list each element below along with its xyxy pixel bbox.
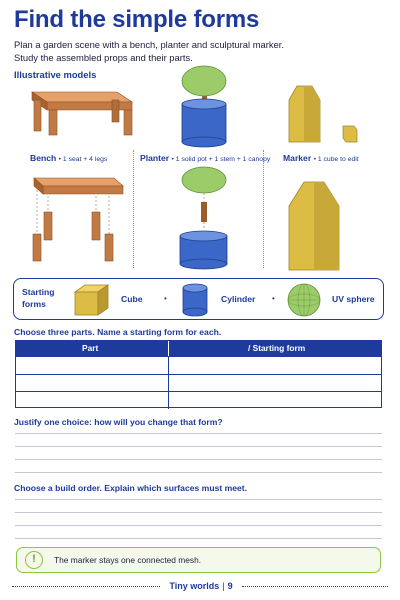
table-header [16,341,381,356]
form-cell-1[interactable] [169,357,381,374]
parts-table [15,340,382,408]
marker-label [283,153,359,163]
planter-assembled-illustration [175,64,235,148]
bench-exploded-illustration [26,176,126,266]
intro-text [14,39,386,64]
note-text: The marker stays one connected mesh. [54,555,202,565]
models-heading: Illustrative models [14,69,97,80]
cube-icon [72,282,110,318]
form-sphere-label: UV sphere [332,294,375,304]
column-divider-2 [263,150,264,268]
planter-exploded-illustration [175,166,235,270]
note-callout [16,547,381,573]
answer-line[interactable] [15,525,382,526]
footer-book: Tiny worlds [169,581,220,591]
answer-line[interactable] [15,446,382,447]
intro-line-1: Plan a garden scene with a bench, planter and sculptural marker. [14,39,284,50]
bench-name: Bench [30,153,57,163]
form-cell-3[interactable] [169,392,381,409]
answer-line[interactable] [15,459,382,460]
sphere-icon [286,282,322,318]
planter-label [140,153,270,163]
answer-line[interactable] [15,472,382,473]
marker-large-illustration [286,180,356,274]
alert-icon: ! [25,551,43,569]
form-cell-2[interactable] [169,375,381,392]
marker-assembled-illustration [282,82,367,147]
part-cell-2[interactable] [16,375,168,392]
marker-name: Marker [283,153,312,163]
answer-line[interactable] [15,433,382,434]
cylinder-icon [180,282,210,318]
table-row [16,356,381,374]
col-form-header: / Starting form [248,343,306,353]
bench-parts: • 1 seat + 4 legs [58,156,108,163]
answer-line[interactable] [15,512,382,513]
table-row [16,374,381,392]
form-separator-2: • [272,294,275,303]
footer-rule-right [242,586,388,587]
task3-prompt: Choose a build order. Explain which surfaces must meet. [14,483,248,493]
form-cube-label: Cube [121,294,143,304]
column-divider-1 [133,150,134,268]
table-row [16,391,381,409]
answer-line[interactable] [15,499,382,500]
starting-forms-title: Starting forms [22,287,55,309]
col-part-header: Part [82,343,99,353]
answer-line[interactable] [15,538,382,539]
footer-label [158,581,244,591]
part-cell-3[interactable] [16,392,168,409]
header-divider [168,341,169,356]
planter-parts: • 1 solid pot + 1 stem + 1 canopy [171,156,271,163]
intro-line-2: Study the assembled props and their parts. [14,51,193,63]
starting-forms-panel [13,278,384,320]
task2-prompt: Justify one choice: how will you change that form? [14,417,223,427]
task1-prompt: Choose three parts. Name a starting form for each. [14,327,222,337]
planter-name: Planter [140,153,170,163]
bench-assembled-illustration [22,86,137,141]
footer-separator: | [222,581,225,591]
form-cylinder-label: Cylinder [221,294,256,304]
footer-rule-left [12,586,160,587]
page-title: Find the simple forms [14,6,260,33]
form-separator-1: • [164,294,167,303]
marker-parts: • 1 cube to edit [313,156,359,163]
part-cell-1[interactable] [16,357,168,374]
footer-page-number: 9 [227,581,233,591]
bench-label [30,153,107,163]
